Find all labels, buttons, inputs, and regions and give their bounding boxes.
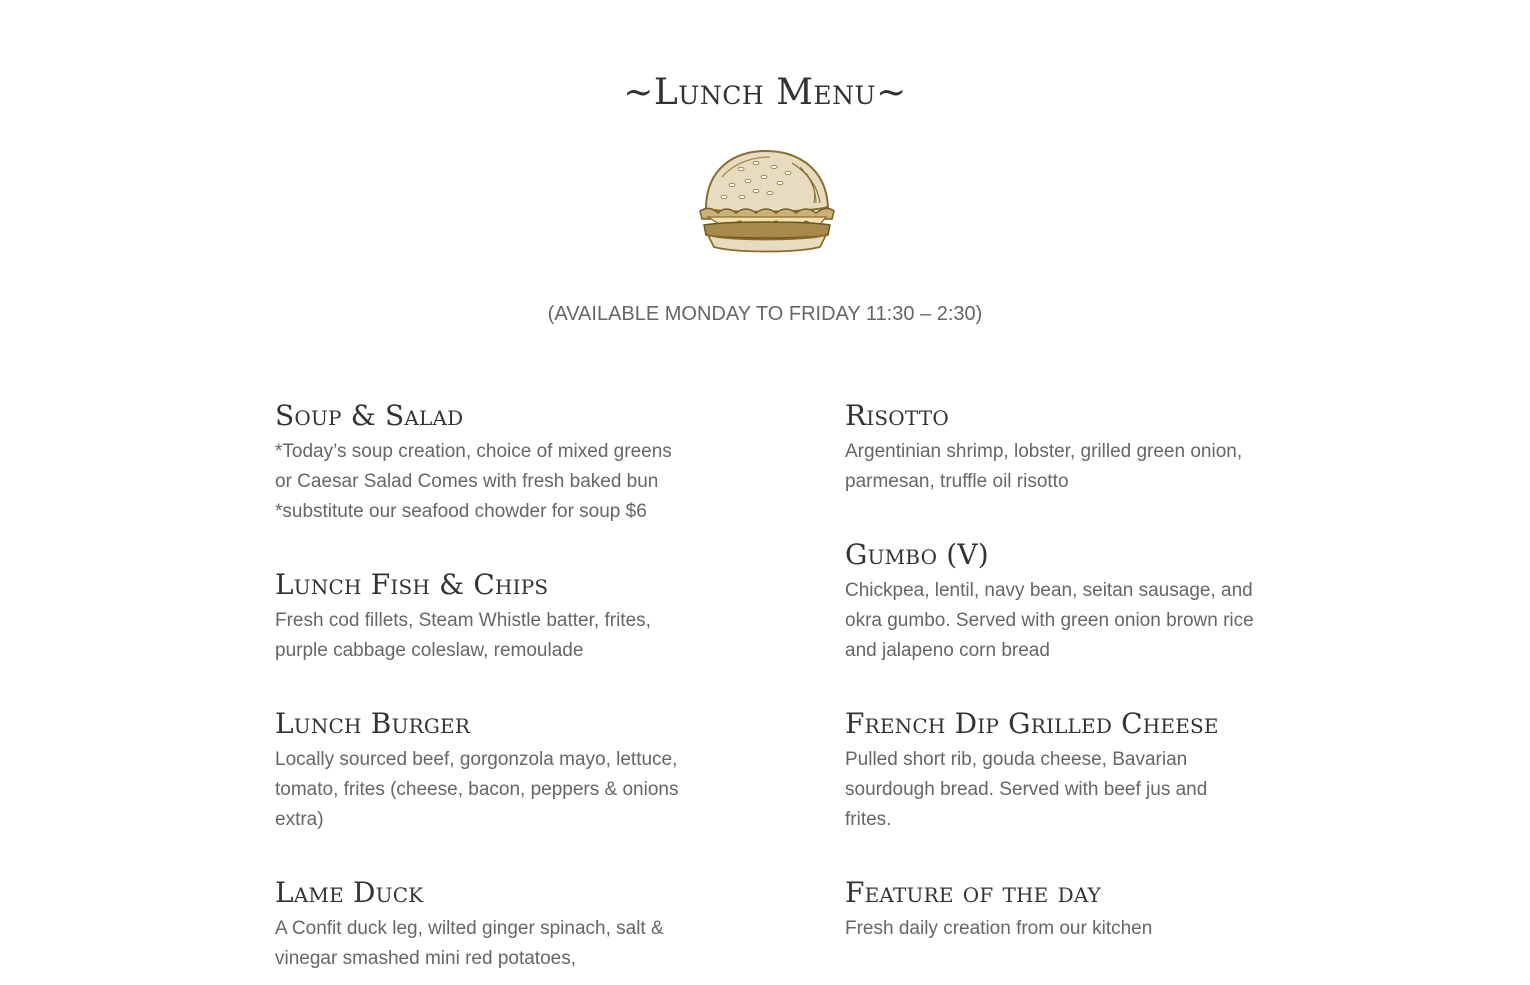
menu-item-gumbo (845, 534, 1257, 666)
menu-item-lunch-burger (275, 703, 687, 835)
menu-title: ~Lunch Menu~ (623, 72, 907, 113)
menu-item-title: Risotto (845, 399, 949, 432)
menu-item-french-dip-grilled-cheese (845, 703, 1257, 835)
menu-column-right (845, 395, 1257, 981)
burger-illustration-icon (696, 147, 836, 253)
menu-item-title: Feature of the day (845, 876, 1102, 909)
menu-item-title: French Dip Grilled Cheese (845, 707, 1219, 740)
menu-item-description: A Confit duck leg, wilted ginger spinach, salt & vinegar smashed mini red potatoes, (275, 918, 664, 969)
menu-item-description: Chickpea, lentil, navy bean, seitan sausage, and okra gumbo. Served with green onion brown rice and jalapeno corn bread (845, 580, 1254, 661)
menu-column-left (275, 395, 687, 985)
menu-item-feature-of-the-day (845, 872, 1257, 944)
menu-item-description: *Today’s soup creation, choice of mixed greens or Caesar Salad Comes with fresh baked bun *substitute our seafood chowder for soup $6 (275, 441, 672, 522)
menu-item-description: Fresh cod fillets, Steam Whistle batter, frites, purple cabbage coleslaw, remoulade (275, 610, 651, 661)
menu-item-title: Lunch Burger (275, 707, 471, 740)
menu-item-lame-duck (275, 872, 687, 974)
menu-item-description: Fresh daily creation from our kitchen (845, 918, 1153, 939)
menu-item-description: Pulled short rib, gouda cheese, Bavarian sourdough bread. Served with beef jus and frites. (845, 749, 1208, 830)
menu-item-description: Argentinian shrimp, lobster, grilled green onion, parmesan, truffle oil risotto (845, 441, 1243, 492)
menu-item-risotto (845, 395, 1257, 497)
menu-item-lunch-fish-chips (275, 564, 687, 666)
menu-item-title: Lame Duck (275, 876, 424, 909)
availability-notice: (AVAILABLE MONDAY TO FRIDAY 11:30 – 2:30) (547, 303, 983, 325)
menu-item-description: Locally sourced beef, gorgonzola mayo, lettuce, tomato, frites (cheese, bacon, peppers & onions extra) (275, 749, 679, 830)
menu-item-soup-salad (275, 395, 687, 527)
menu-item-title: Lunch Fish & Chips (275, 568, 549, 601)
menu-item-title: Gumbo (V) (845, 538, 989, 571)
menu-item-title: Soup & Salad (275, 399, 464, 432)
